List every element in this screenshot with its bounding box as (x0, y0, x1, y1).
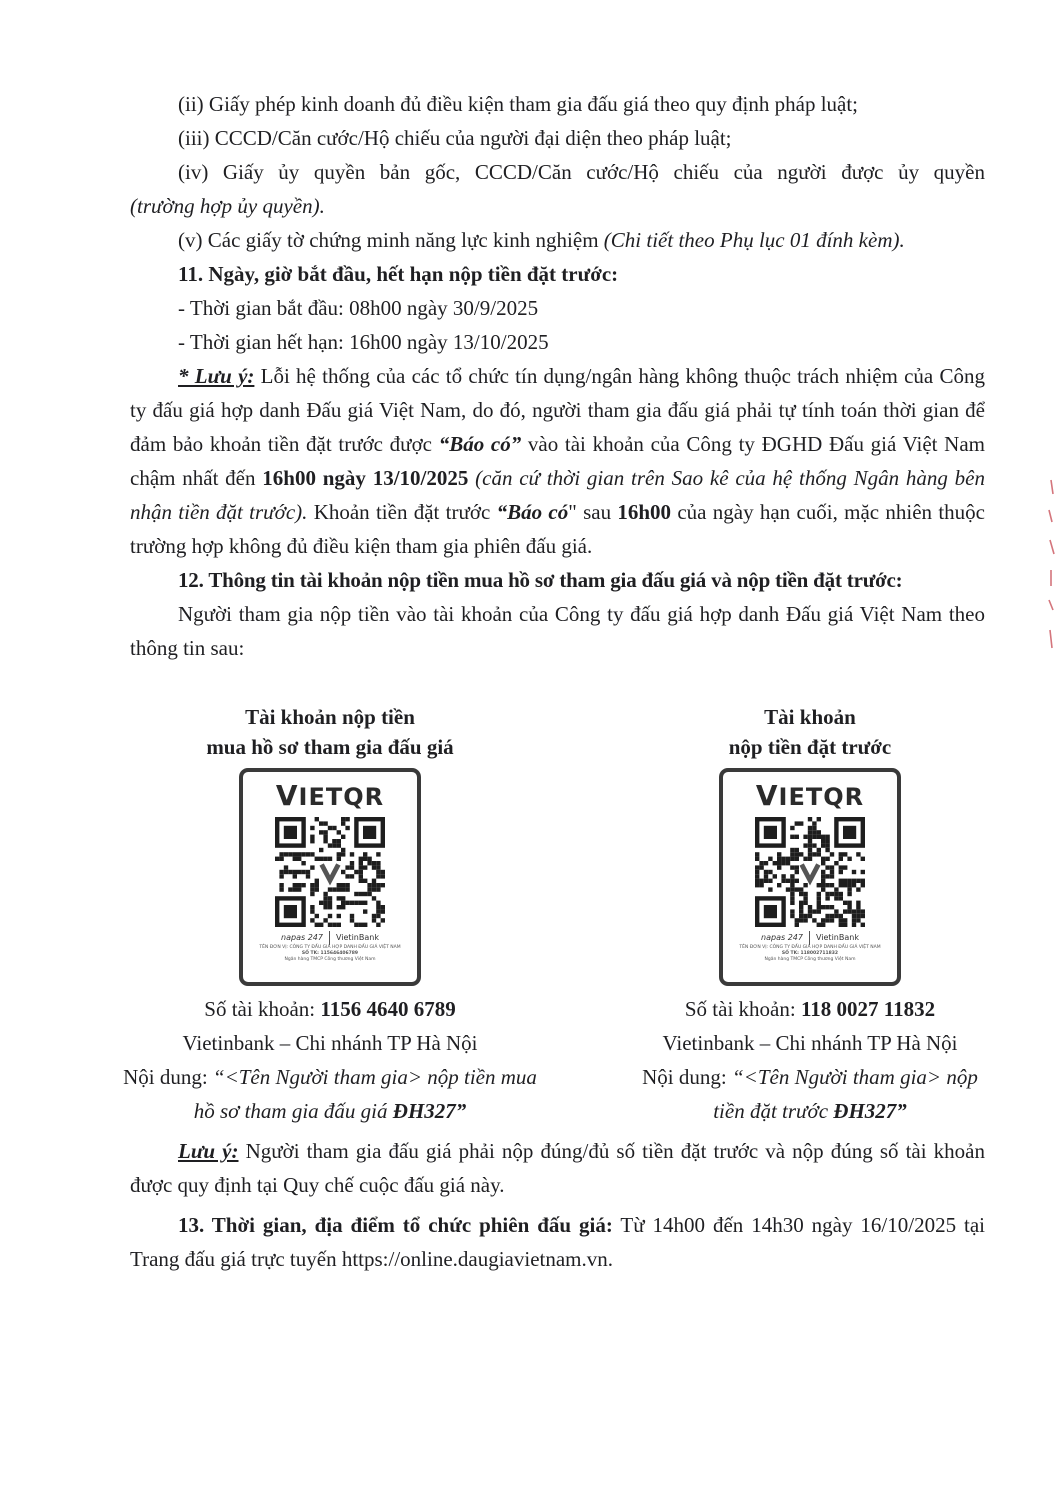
logo-separator (809, 931, 810, 945)
qr-info-2: SỐ TK: 118002711832 (781, 951, 839, 956)
account-2-bank: Vietinbank – Chi nhánh TP Hà Nội (662, 1031, 958, 1055)
napas-logo: napas 247 (281, 933, 323, 942)
note-1-text-b: vào tài khoản của Công ty ĐGHD Đấu giá Việt Nam chậm nhất đến (130, 432, 985, 490)
vietqr-logo (243, 779, 417, 812)
vietqr-logo-v: V (275, 779, 299, 812)
account-1-number: 1156 4640 6789 (320, 997, 456, 1021)
account-2-content-2: tiền đặt trước (713, 1099, 834, 1123)
item-ii: (ii) Giấy phép kinh doanh đủ điều kiện tham gia đấu giá theo quy định pháp luật; (178, 92, 859, 116)
vietinbank-logo: VietinBank (815, 933, 859, 942)
account-2 (610, 702, 1010, 1128)
qr-info-3: Ngân hàng TMCP Công thương Việt Nam (284, 957, 376, 962)
item-iii: (iii) CCCD/Căn cước/Hộ chiếu của người đại diện theo pháp luật; (178, 126, 732, 150)
note-1-deadline: 16h00 ngày 13/10/2025 (262, 466, 469, 490)
account-1-number-label: Số tài khoản: (204, 997, 321, 1021)
vietqr-logo-text: IETQR (298, 783, 385, 811)
section-13-text: Từ 14h00 đến 14h30 ngày 16/10/2025 tại Trang đấu giá trực tuyến https://online.daugiavietnam.vn. (130, 1213, 985, 1271)
section-11-end: - Thời gian hết hạn: 16h00 ngày 13/10/2025 (178, 330, 549, 354)
note-1-bao-co: “Báo có” (438, 432, 522, 456)
vietinbank-logo: VietinBank (335, 933, 379, 942)
account-1-title-2: mua hồ sơ tham gia đấu giá (206, 735, 454, 759)
account-2-title-1: Tài khoản (764, 705, 856, 729)
section-13 (130, 1208, 985, 1276)
margin-stamp-marks (1044, 470, 1058, 670)
item-iv-text: (iv) Giấy ủy quyền bản gốc, CCCD/Căn cước/Hộ chiếu của người được ủy quyền (178, 160, 985, 184)
qr-info-2: SỐ TK: 115646406789 (301, 951, 359, 956)
account-2-content-line-2 (610, 1094, 1010, 1128)
account-2-content-1: “<Tên Người tham gia> nộp (731, 1065, 978, 1089)
account-2-content-label: Nội dung: (642, 1065, 732, 1089)
logo-separator (329, 931, 330, 945)
item-iv (130, 155, 985, 189)
account-1-content (120, 1060, 540, 1094)
account-1-content-line-2 (120, 1094, 540, 1128)
section-12-intro: Người tham gia nộp tiền vào tài khoản của Công ty đấu giá hợp danh Đấu giá Việt Nam theo thông tin sau: (130, 602, 985, 660)
note-1-text-d: Khoản tiền đặt trước (307, 500, 497, 524)
account-1-content-1: “<Tên Người tham gia> nộp tiền mua (212, 1065, 537, 1089)
account-1-qr-card (239, 768, 421, 986)
vietqr-logo-v: V (755, 779, 779, 812)
qr-info-3: Ngân hàng TMCP Công thương Việt Nam (764, 957, 856, 962)
section-11-start: - Thời gian bắt đầu: 08h00 ngày 30/9/2025 (178, 296, 539, 320)
note-2-text: Người tham gia đấu giá phải nộp đúng/đủ số tiền đặt trước và nộp đúng số tài khoản được quy định tại Quy chế cuộc đấu giá này. (130, 1139, 985, 1197)
account-1-content-2: hồ sơ tham gia đấu giá (193, 1099, 393, 1123)
section-13-title: 13. Thời gian, địa điểm tổ chức phiên đấu giá: (178, 1213, 613, 1237)
account-2-title-2: nộp tiền đặt trước (728, 735, 892, 759)
account-1-number-line (120, 992, 540, 1026)
note-1-label: * Lưu ý: (178, 364, 255, 388)
note-2 (130, 1134, 985, 1202)
account-1-content-label: Nội dung: (123, 1065, 213, 1089)
napas-logo: napas 247 (761, 933, 803, 942)
item-iv-note: (trường hợp ủy quyền). (130, 194, 325, 218)
note-1-time: 16h00 (617, 500, 672, 524)
note-1-text-e: " sau (568, 500, 618, 524)
account-2-number-label: Số tài khoản: (684, 997, 801, 1021)
account-1-qr-code (275, 817, 385, 927)
account-2-number-line (610, 992, 1010, 1026)
qr-info-1: TÊN ĐƠN VỊ: CÔNG TY ĐẤU GIÁ HỢP DANH ĐẤU GIÁ VIỆT NAM (739, 945, 881, 950)
account-2-qr-card (719, 768, 901, 986)
note-1-text-f: của ngày hạn cuối, mặc nhiên thuộc trường hợp không đủ điều kiện tham gia phiên đấu giá. (130, 500, 985, 558)
note-1-text-c: (căn cứ thời gian trên Sao kê của hệ thống Ngân hàng bên nhận tiền đặt trước). (130, 466, 985, 524)
note-1 (130, 359, 985, 563)
section-12-title: 12. Thông tin tài khoản nộp tiền mua hồ sơ tham gia đấu giá và nộp tiền đặt trước: (178, 568, 903, 592)
section-11-title: 11. Ngày, giờ bắt đầu, hết hạn nộp tiền đặt trước: (178, 262, 619, 286)
qr-bank-logos (723, 931, 897, 945)
qr-info-1: TÊN ĐƠN VỊ: CÔNG TY ĐẤU GIÁ HỢP DANH ĐẤU GIÁ VIỆT NAM (259, 945, 401, 950)
vietqr-logo (723, 779, 897, 812)
account-2-content-code: ĐH327” (833, 1099, 907, 1123)
item-v (130, 223, 985, 257)
item-v-note: (Chi tiết theo Phụ lục 01 đính kèm). (603, 228, 905, 252)
bottom-text-block (130, 1134, 985, 1276)
vietqr-logo-text: IETQR (778, 783, 865, 811)
account-1 (120, 702, 540, 1128)
note-1-text-a: Lỗi hệ thống của các tổ chức tín dụng/ngân hàng không thuộc trách nhiệm của Công ty đấu giá hợp danh Đấu giá Việt Nam, do đó, người tham gia đấu giá phải tự tính toán thời gian để đảm bảo khoản tiền đặt trước được (130, 364, 986, 456)
account-1-bank: Vietinbank – Chi nhánh TP Hà Nội (182, 1031, 478, 1055)
account-2-content (610, 1060, 1010, 1094)
top-text-block (130, 87, 985, 665)
account-2-number: 118 0027 11832 (800, 997, 936, 1021)
account-2-qr-code (755, 817, 865, 927)
note-2-label: Lưu ý: (178, 1139, 239, 1163)
qr-bank-logos (243, 931, 417, 945)
note-1-bao-co-2: “Báo có (496, 500, 569, 524)
account-1-title-1: Tài khoản nộp tiền (245, 705, 415, 729)
account-1-content-code: ĐH327” (392, 1099, 467, 1123)
item-v-text: (v) Các giấy tờ chứng minh năng lực kinh nghiệm (178, 228, 599, 252)
